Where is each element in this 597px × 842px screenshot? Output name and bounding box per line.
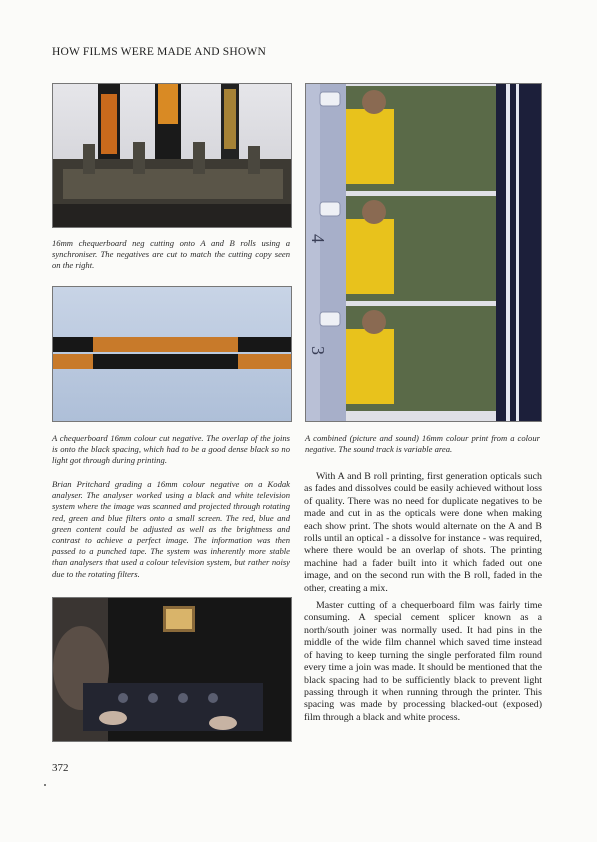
running-header: HOW FILMS WERE MADE AND SHOWN: [52, 46, 266, 58]
edge-number-4: 4: [308, 234, 328, 243]
analyser-photo: [52, 597, 292, 742]
body-text: [304, 471, 542, 729]
figure-caption-4: A combined (picture and sound) 16mm colour print from a colour negative. The sound track is variable area.: [305, 433, 540, 455]
body-paragraph: With A and B roll printing, first generation opticals such as fades and dissolves could be easily achieved without loss of quality. There was no need for duplicate negatives to be made and cut in as the opticals were done when making each show print. The shots would alternate on the A and B rolls until an optical - a dissolve for instance - was required, where there would be an overlap of shots. The printing machine had a fader built into it which faded out one image, and on the second run with the B roll, faded in the other, creating a mix.: [304, 471, 542, 594]
figure-caption-3: Brian Pritchard grading a 16mm colour negative on a Kodak analyser. The analyser worked using a black and white television system where the image was scanned and projected through rotating red, green and blue filters onto a small screen. The red, blue and green content could be adjusted as well as the brightness and contrast to achieve a perfect image. The information was then passed to a punched tape. The system was inherently more stable than analysers that used a colour television system, but rather noisy due to the rotating filters.: [52, 479, 290, 579]
scan-speck: [44, 784, 46, 786]
body-paragraph: Master cutting of a chequerboard film was fairly time consuming. A special cement splicer known as a north/south joiner was normally used. It had pins in the middle of the wide film channel which saved time instead of having to keep turning the single perforated film round every time a join was made. It should be mentioned that the black spacing had to be sufficiently black to prevent light passing through it when running through the printer. This spacing was made by processing blacked-out (exposed) film through a black and white process.: [304, 600, 542, 723]
edge-number-3: 3: [308, 346, 328, 355]
chequerboard-negative-photo: [52, 286, 292, 422]
page-number: 372: [52, 762, 69, 774]
figure-caption-2: A chequerboard 16mm colour cut negative. The overlap of the joins is onto the black spacing, which had to be a good dense black so no light got through during printing.: [52, 433, 290, 466]
film-strip-photo: [305, 83, 542, 422]
figure-caption-1: 16mm chequerboard neg cutting onto A and B rolls using a synchroniser. The negatives are cut to match the cutting copy seen on the right.: [52, 238, 290, 271]
synchroniser-photo: [52, 83, 292, 228]
